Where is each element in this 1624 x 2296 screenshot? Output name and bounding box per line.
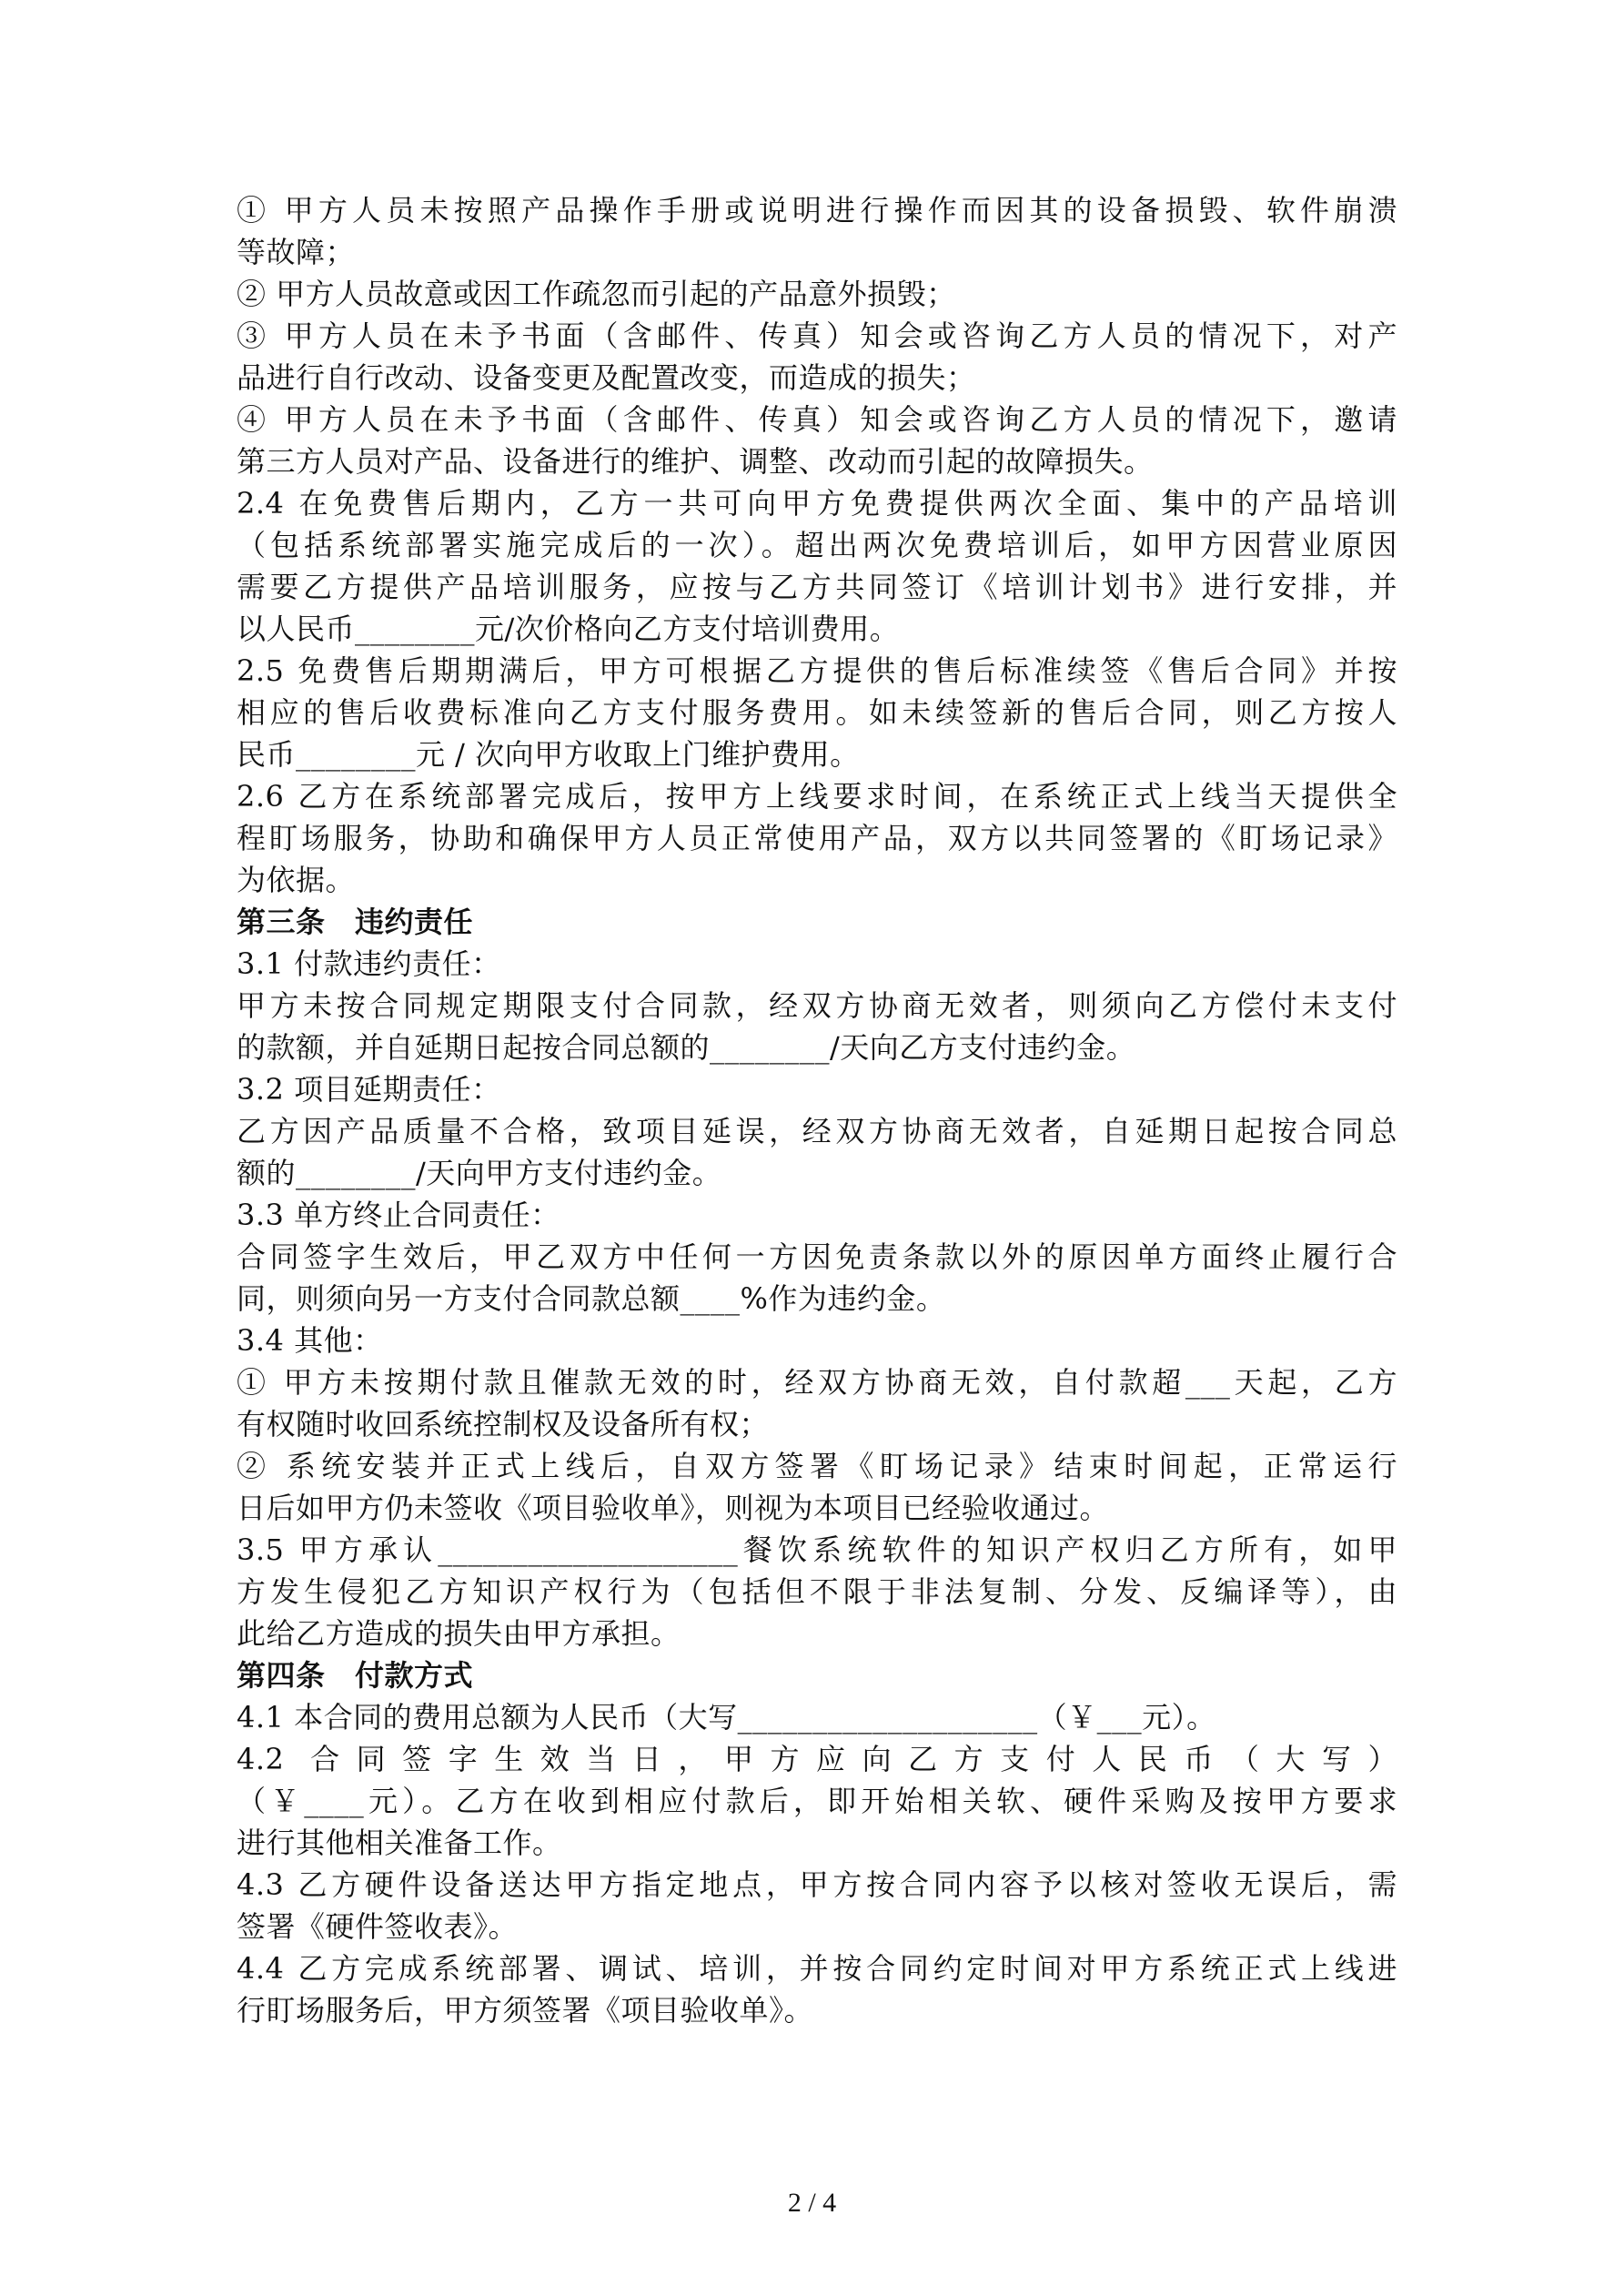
text-line: 3.5 甲方承认____________________餐饮系统软件的知识产权归乙方所有，如甲 bbox=[237, 1532, 1397, 1567]
text-line: 2.6 乙方在系统部署完成后，按甲方上线要求时间，在系统正式上线当天提供全 bbox=[237, 779, 1397, 814]
text-line: 3.1 付款违约责任： bbox=[237, 946, 501, 981]
text-line: 4.3 乙方硬件设备送达甲方指定地点，甲方按合同内容予以核对签收无误后，需 bbox=[237, 1867, 1397, 1902]
text-line: 为依据。 bbox=[237, 863, 356, 897]
document-body bbox=[237, 189, 1397, 2031]
text-line: 4.1 本合同的费用总额为人民币（大写____________________（￥___元）。 bbox=[237, 1700, 1216, 1735]
text-line: 此给乙方造成的损失由甲方承担。 bbox=[237, 1616, 681, 1651]
text-line: ④ 甲方人员在未予书面（含邮件、传真）知会或咨询乙方人员的情况下，邀请 bbox=[237, 402, 1397, 437]
text-line: 甲方未按合同规定期限支付合同款，经双方协商无效者，则须向乙方偿付未支付 bbox=[237, 988, 1397, 1023]
text-line: 需要乙方提供产品培训服务，应按与乙方共同签订《培训计划书》进行安排，并 bbox=[237, 570, 1397, 604]
text-line: 相应的售后收费标准向乙方支付服务费用。如未续签新的售后合同，则乙方按人 bbox=[237, 695, 1397, 730]
text-line: 3.4 其他： bbox=[237, 1323, 383, 1358]
text-line: 同，则须向另一方支付合同款总额____%作为违约金。 bbox=[237, 1281, 946, 1316]
text-line: 第三方人员对产品、设备进行的维护、调整、改动而引起的故障损失。 bbox=[237, 444, 1154, 479]
text-line: 签署《硬件签收表》。 bbox=[237, 1909, 519, 1944]
text-line: 以人民币________元/次价格向乙方支付培训费用。 bbox=[237, 612, 900, 646]
text-line: 3.3 单方终止合同责任： bbox=[237, 1198, 560, 1232]
text-line: 民币________元 / 次向甲方收取上门维护费用。 bbox=[237, 737, 860, 772]
text-line: 额的________/天向甲方支付违约金。 bbox=[237, 1156, 722, 1190]
text-line: 4.4 乙方完成系统部署、调试、培训，并按合同约定时间对甲方系统正式上线进 bbox=[237, 1951, 1397, 1986]
text-line: 4.2 合同签字生效当日，甲方应向乙方支付人民币（大写） bbox=[237, 1742, 1397, 1776]
page-number: 2 / 4 bbox=[787, 2188, 837, 2218]
text-line: 品进行自行改动、设备变更及配置改变，而造成的损失； bbox=[237, 360, 976, 395]
text-line: 2.5 免费售后期期满后，甲方可根据乙方提供的售后标准续签《售后合同》并按 bbox=[237, 653, 1397, 688]
text-line: 乙方因产品质量不合格，致项目延误，经双方协商无效者，自延期日起按合同总 bbox=[237, 1114, 1397, 1148]
text-line: 日后如甲方仍未签收《项目验收单》，则视为本项目已经验收通过。 bbox=[237, 1491, 1110, 1525]
text-line: 有权随时收回系统控制权及设备所有权； bbox=[237, 1407, 770, 1441]
text-line: ① 甲方人员未按照产品操作手册或说明进行操作而因其的设备损毁、软件崩溃 bbox=[237, 193, 1397, 228]
text-line: 行盯场服务后，甲方须签署《项目验收单》。 bbox=[237, 1993, 814, 2028]
text-line: 等故障； bbox=[237, 235, 356, 269]
text-line: 程盯场服务，协助和确保甲方人员正常使用产品，双方以共同签署的《盯场记录》 bbox=[237, 821, 1397, 855]
text-line: （包括系统部署实施完成后的一次）。超出两次免费培训后，如甲方因营业原因 bbox=[237, 528, 1397, 562]
text-line: （￥____元）。乙方在收到相应付款后，即开始相关软、硬件采购及按甲方要求 bbox=[237, 1784, 1397, 1818]
text-line: ③ 甲方人员在未予书面（含邮件、传真）知会或咨询乙方人员的情况下，对产 bbox=[237, 319, 1397, 353]
text-line: ② 系统安装并正式上线后，自双方签署《盯场记录》结束时间起，正常运行 bbox=[237, 1449, 1397, 1483]
text-line: 合同签字生效后，甲乙双方中任何一方因免责条款以外的原因单方面终止履行合 bbox=[237, 1239, 1397, 1274]
text-line: 方发生侵犯乙方知识产权行为（包括但不限于非法复制、分发、反编译等），由 bbox=[237, 1574, 1397, 1609]
text-line: 进行其他相关准备工作。 bbox=[237, 1826, 562, 1860]
text-line: 的款额，并自延期日起按合同总额的________/天向乙方支付违约金。 bbox=[237, 1030, 1136, 1065]
section-heading: 第三条 违约责任 bbox=[237, 905, 474, 939]
text-line: ② 甲方人员故意或因工作疏忽而引起的产品意外损毁； bbox=[237, 277, 956, 311]
text-line: 3.2 项目延期责任： bbox=[237, 1072, 501, 1107]
section-heading: 第四条 付款方式 bbox=[237, 1658, 474, 1693]
text-line: 2.4 在免费售后期内，乙方一共可向甲方免费提供两次全面、集中的产品培训 bbox=[237, 486, 1397, 521]
text-line: ① 甲方未按期付款且催款无效的时，经双方协商无效，自付款超___天起，乙方 bbox=[237, 1365, 1397, 1400]
